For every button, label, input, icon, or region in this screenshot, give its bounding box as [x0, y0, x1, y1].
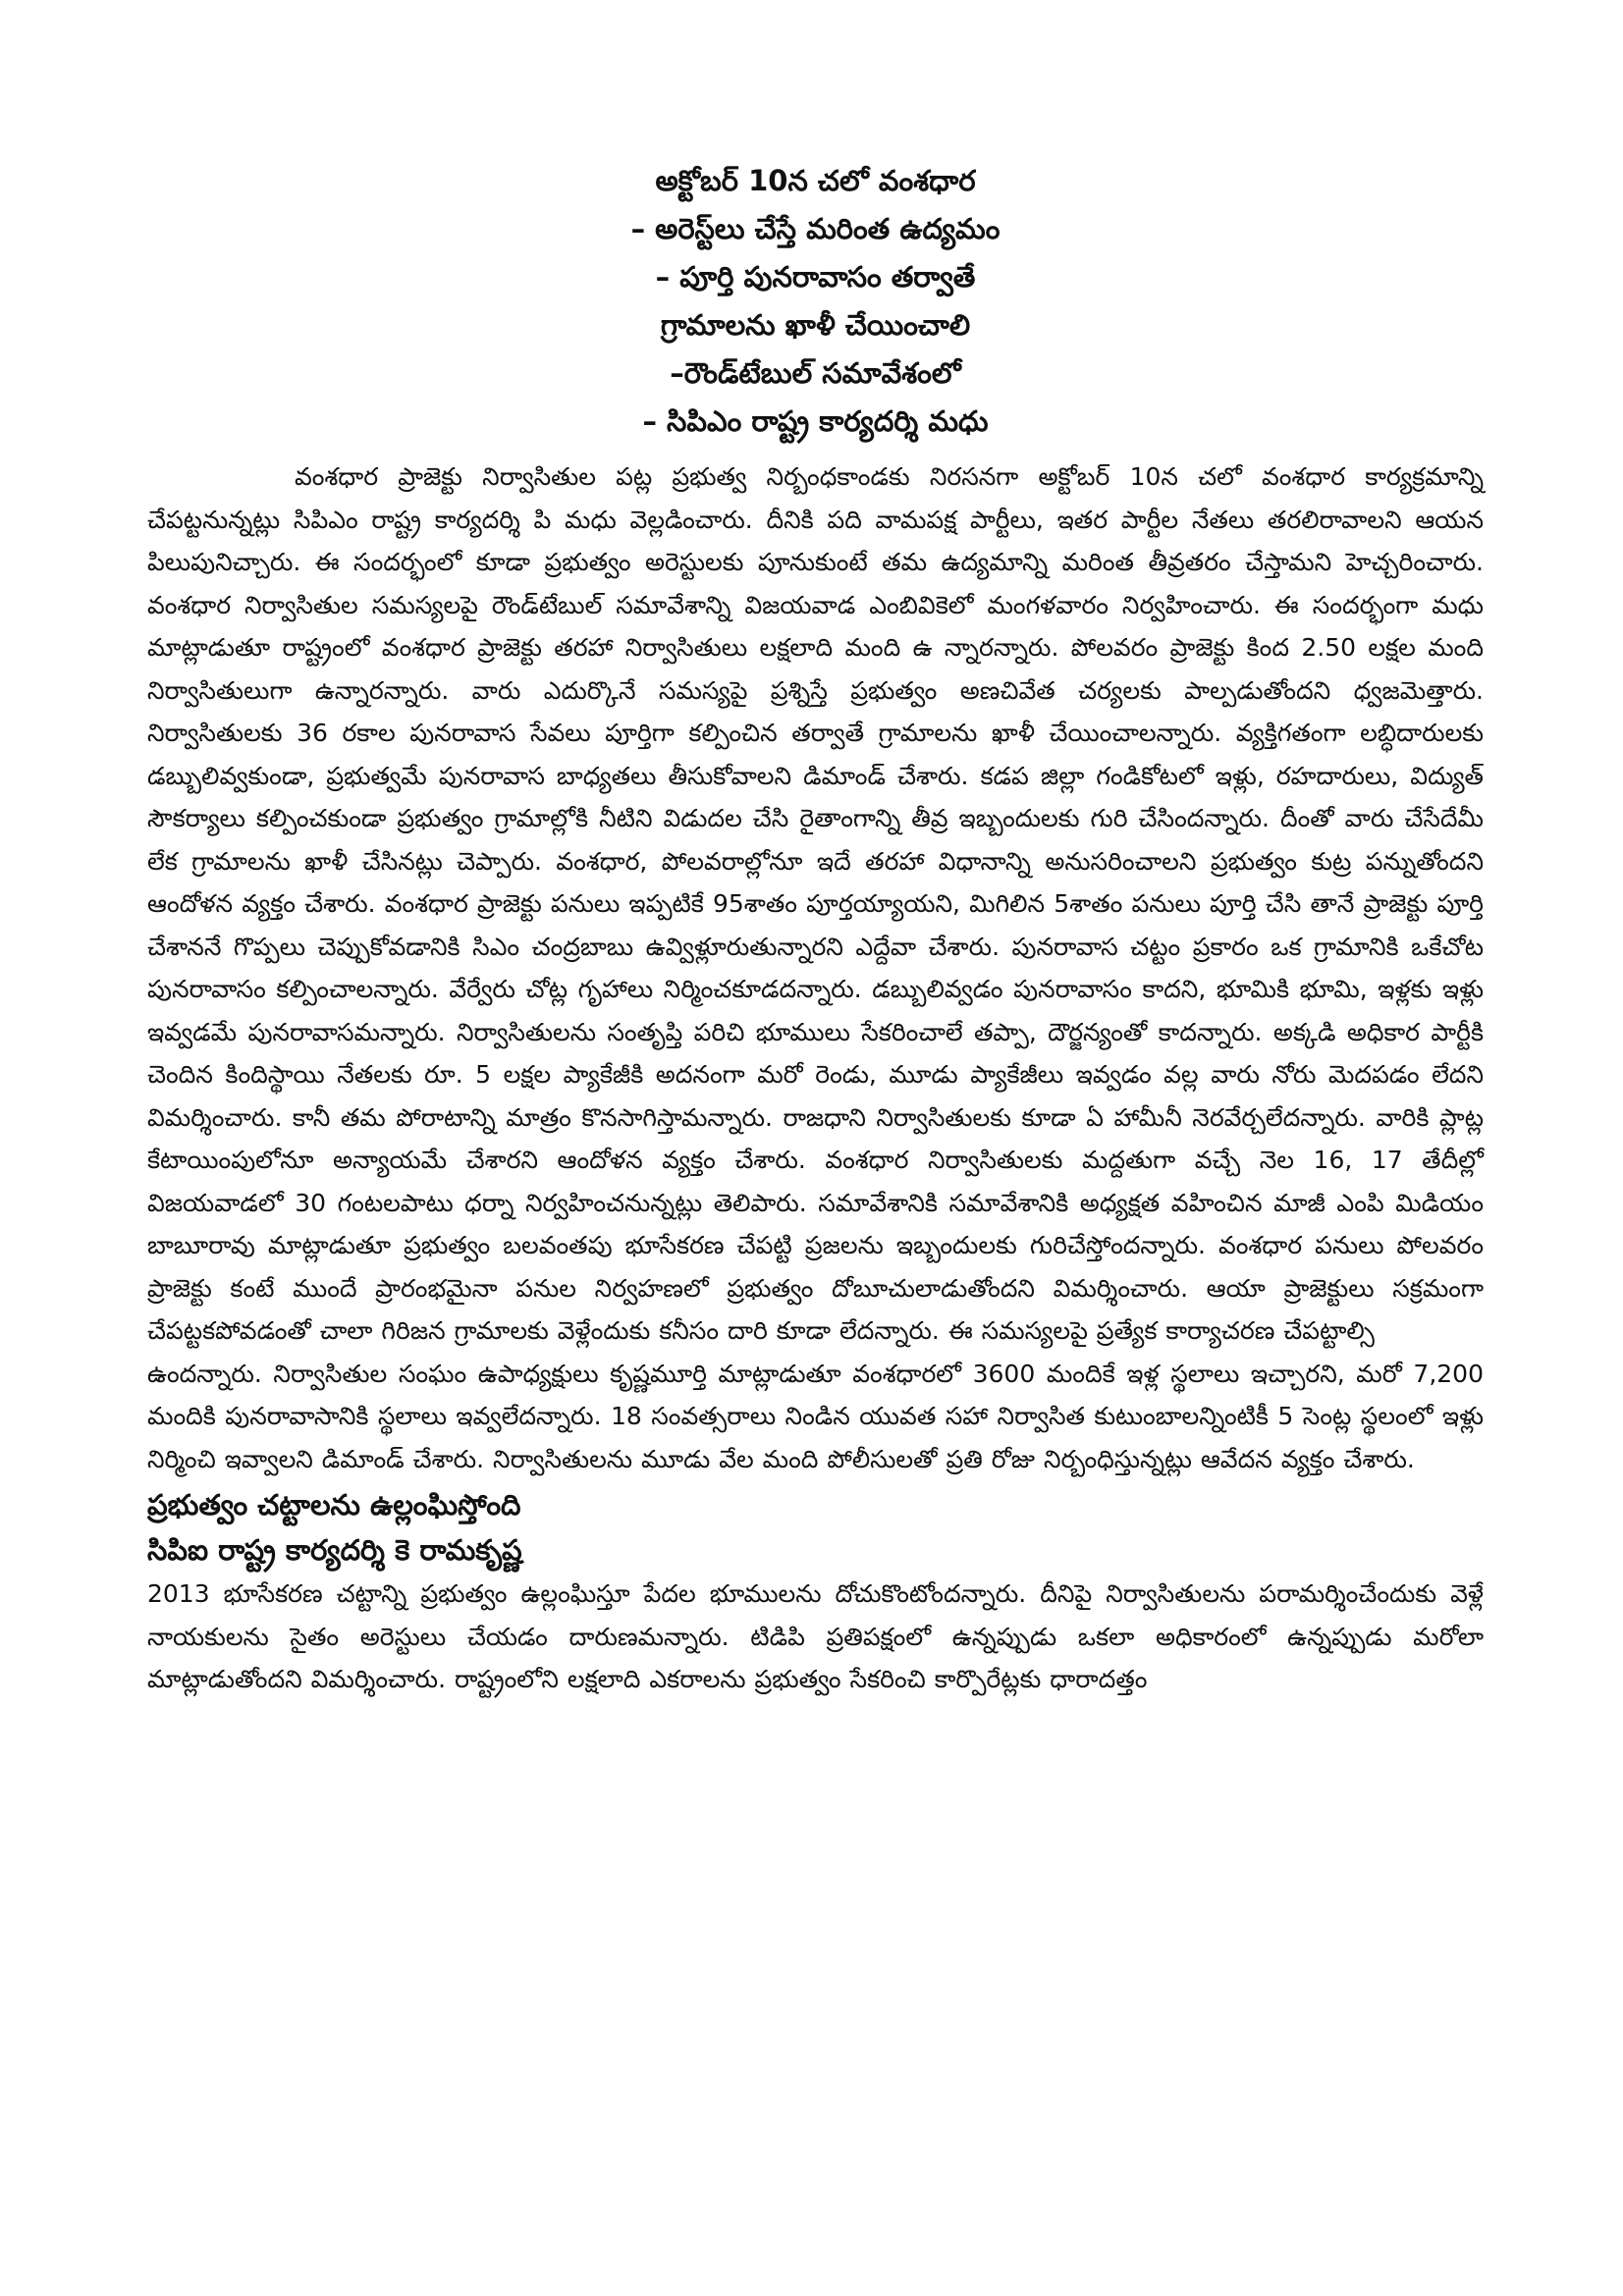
article-paragraph-1	[147, 455, 1484, 1353]
paragraph-1-text: వంశధార ప్రాజెక్టు నిర్వాసితుల పట్ల ప్రభుత్వ నిర్బంధకాండకు నిరసనగా అక్టోబర్ 10న చలో వంశధార కార్యక్రమాన్ని చేపట్టనున్నట్లు సిపిఎం రాష్ట్ర కార్యదర్శి పి మధు వెల్లడించారు. దీనికి పది వామపక్ష పార్టీలు, ఇతర పార్టీల నేతలు తరలిరావాలని ఆయన పిలుపునిచ్చారు. ఈ సందర్భంలో కూడా ప్రభుత్వం అరెస్టులకు పూనుకుంటే తమ ఉద్యమాన్ని మరింత తీవ్రతరం చేస్తామని హెచ్చరించారు. వంశధార నిర్వాసితుల సమస్యలపై రౌండ్‌టేబుల్ సమావేశాన్ని విజయవాడ ఎంబివికెలో మంగళవారం నిర్వహించారు. ఈ సందర్భంగా మధు మాట్లాడుతూ రాష్ట్రంలో వంశధార ప్రాజెక్టు తరహా నిర్వాసితులు లక్షలాది మంది ఉ న్నారన్నారు. పోలవరం ప్రాజెక్టు కింద 2.50 లక్షల మంది నిర్వాసితులుగా ఉన్నారన్నారు. వారు ఎదుర్కొనే సమస్యపై ప్రశ్నిస్తే ప్రభుత్వం అణచివేత చర్యలకు పాల్పడుతోందని ధ్వజమెత్తారు. నిర్వాసితులకు 36 రకాల పునరావాస సేవలు పూర్తిగా కల్పించిన తర్వాతే గ్రామాలను ఖాళీ చేయించాలన్నారు. వ్యక్తిగతంగా లబ్ధిదారులకు డబ్బులివ్వకుండా, ప్రభుత్వమే పునరావాస బాధ్యతలు తీసుకోవాలని డిమాండ్ చేశారు. కడప జిల్లా గండికోటలో ఇళ్లు, రహదారులు, విద్యుత్ సౌకర్యాలు కల్పించకుండా ప్రభుత్వం గ్రామాల్లోకి నీటిని విడుదల చేసి రైతాంగాన్ని తీవ్ర ఇబ్బందులకు గురి చేసిందన్నారు. దీంతో వారు చేసేదేమీ లేక గ్రామాలను ఖాళీ చేసినట్లు చెప్పారు. వంశధార, పోలవరాల్లోనూ ఇదే తరహా విధానాన్ని అనుసరించాలని ప్రభుత్వం కుట్ర పన్నుతోందని ఆందోళన వ్యక్తం చేశారు. వంశధార ప్రాజెక్టు పనులు ఇప్పటికే 95శాతం పూర్తయ్యాయని, మిగిలిన 5శాతం పనులు పూర్తి చేసి తానే ప్రాజెక్టు పూర్తి చేశాననే గొప్పలు చెప్పుకోవడానికి సిఎం చంద్రబాబు ఉవ్విళ్లూరుతున్నారని ఎద్దేవా చేశారు. పునరావాస చట్టం ప్రకారం ఒక గ్రామానికి ఒకేచోట పునరావాసం కల్పించాలన్నారు. వేర్వేరు చోట్ల గృహాలు నిర్మించకూడదన్నారు. డబ్బులివ్వడం పునరావాసం కాదని, భూమికి భూమి, ఇళ్లకు ఇళ్లు ఇవ్వడమే పునరావాసమన్నారు. నిర్వాసితులను సంతృప్తి పరిచి భూములు సేకరించాలే తప్పా, దౌర్జన్యంతో కాదన్నారు. అక్కడి అధికార పార్టీకి చెందిన కిందిస్థాయి నేతలకు రూ. 5 లక్షల ప్యాకేజీకి అదనంగా మరో రెండు, మూడు ప్యాకేజీలు ఇవ్వడం వల్ల వారు నోరు మెదపడం లేదని విమర్శించారు. కానీ తమ పోరాటాన్ని మాత్రం కొనసాగిస్తామన్నారు. రాజధాని నిర్వాసితులకు కూడా ఏ హామీనీ నెరవేర్చలేదన్నారు. వారికి ప్లాట్ల కేటాయింపులోనూ అన్యాయమే చేశారని ఆందోళన వ్యక్తం చేశారు. వంశధార నిర్వాసితులకు మద్దతుగా వచ్చే నెల 16, 17 తేదీల్లో విజయవాడలో 30 గంటలపాటు ధర్నా నిర్వహించనున్నట్లు తెలిపారు. సమావేశానికి సమావేశానికి అధ్యక్షత వహించిన మాజీ ఎంపి మిడియం బాబూరావు మాట్లాడుతూ ప్రభుత్వం బలవంతపు భూసేకరణ చేపట్టి ప్రజలను ఇబ్బందులకు గురిచేస్తోందన్నారు. వంశధార పనులు పోలవరం ప్రాజెక్టు కంటే ముందే ప్రారంభమైనా పనుల నిర్వహణలో ప్రభుత్వం దోబూచులాడుతోందని విమర్శించారు. ఆయా ప్రాజెక్టులు సక్రమంగా చేపట్టకపోవడంతో చాలా గిరిజన గ్రామాలకు వెళ్లేందుకు కనీసం దారి కూడా లేదన్నారు. ఈ సమస్యలపై ప్రత్యేక కార్యాచరణ చేపట్టాల్సి	[147, 462, 1484, 1345]
headline-villages: గ్రామాలను ఖాళీ చేయించాలి	[660, 308, 971, 342]
headline-arrests: – అరెస్ట్‌లు చేస్తే మరింత ఉద్యమం	[630, 212, 1001, 245]
headline-rehabilitation: – పూర్తి పునరావాసం తర్వాతే	[655, 260, 976, 294]
headline-main: అక్టోబర్ 10న చలో వంశధార	[655, 164, 976, 197]
headline-roundtable: –రౌండ్‌టేబుల్ సమావేశంలో	[670, 356, 961, 390]
headline-block	[147, 157, 1484, 446]
article-paragraph-2: ఉందన్నారు. నిర్వాసితుల సంఘం ఉపాధ్యక్షులు కృష్ణమూర్తి మాట్లాడుతూ వంశధారలో 3600 మందికే ఇళ్ల స్థలాలు ఇచ్చారని, మరో 7,200 మందికి పునరావాసానికి స్థలాలు ఇవ్వలేదన్నారు. 18 సంవత్సరాలు నిండిన యువత సహా నిర్వాసిత కుటుంబాలన్నింటికీ 5 సెంట్ల స్థలంలో ఇళ్లు నిర్మించి ఇవ్వాలని డిమాండ్ చేశారు. నిర్వాసితులను మూడు వేల మంది పోలీసులతో ప్రతి రోజు నిర్బంధిస్తున్నట్లు ఆవేదన వ్యక్తం చేశారు.	[147, 1359, 1484, 1473]
subheading-govt-violates-laws: ప్రభుత్వం చట్టాలను ఉల్లంఘిస్తోంది	[147, 1488, 521, 1522]
headline-speaker: – సిపిఎం రాష్ట్ర కార్యదర్శి మధు	[642, 404, 989, 438]
article-paragraph-3: 2013 భూసేకరణ చట్టాన్ని ప్రభుత్వం ఉల్లంఘిస్తూ పేదల భూములను దోచుకొంటోందన్నారు. దీనిపై నిర్వాసితులను పరామర్శించేందుకు వెళ్లే నాయకులను సైతం అరెస్టులు చేయడం దారుణమన్నారు. టిడిపి ప్రతిపక్షంలో ఉన్నప్పుడు ఒకలా అధికారంలో ఉన్నప్పుడు మరోలా మాట్లాడుతోందని విమర్శించారు. రాష్ట్రంలోని లక్షలాది ఎకరాలను ప్రభుత్వం సేకరించి కార్పొరేట్లకు ధారాదత్తం	[147, 1579, 1484, 1693]
subheading-cpi-secretary: సిపిఐ రాష్ట్ర కార్యదర్శి కె రామకృష్ణ	[147, 1533, 522, 1567]
